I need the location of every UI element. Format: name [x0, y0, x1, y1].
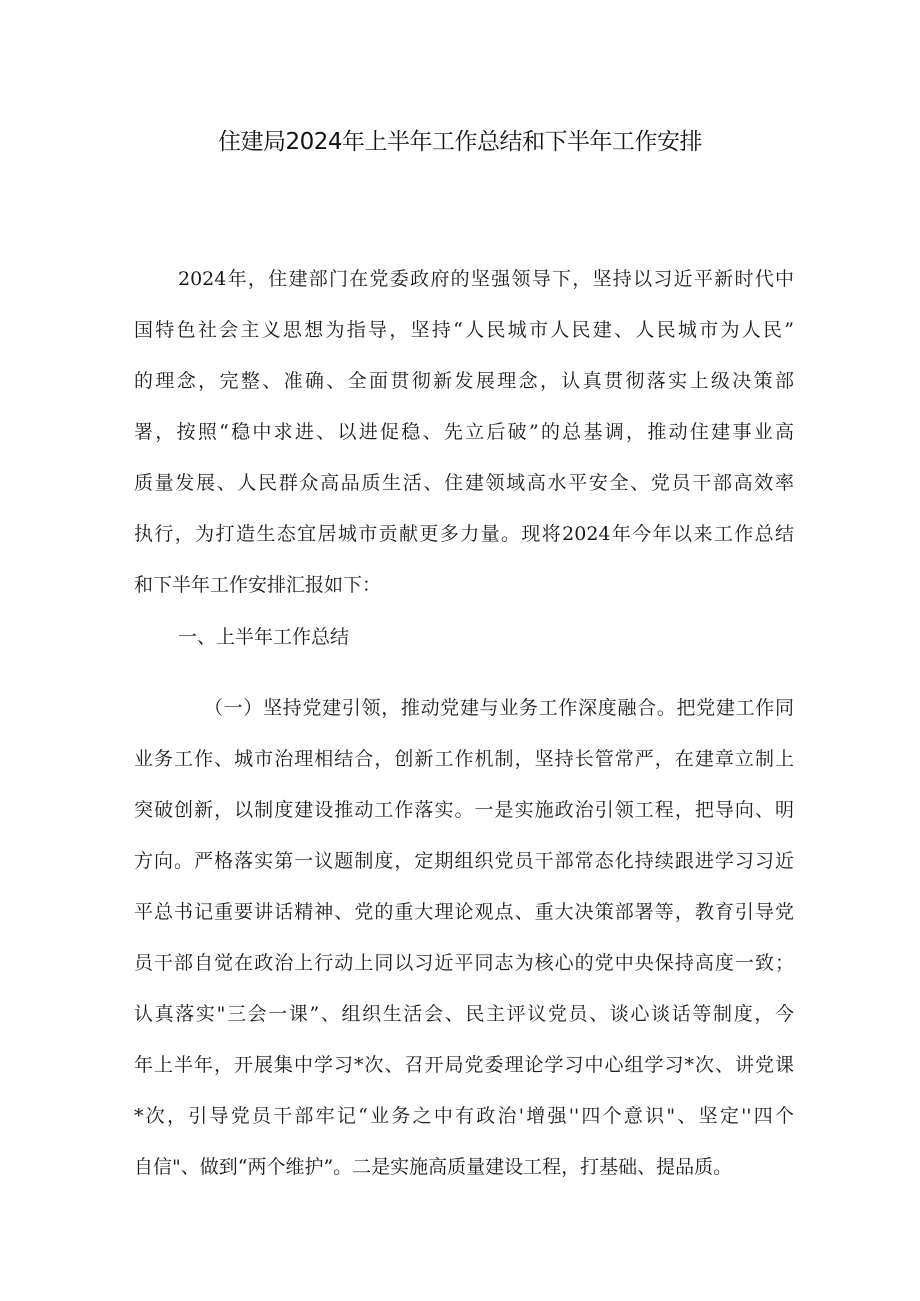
paragraph-line: 年上半年，开展集中学习*次、召开局党委理论学习中心组学习*次、讲党课 [134, 1054, 794, 1076]
paragraph-line: 方向。严格落实第一议题制度，定期组织党员干部常态化持续跟进学习习近 [134, 850, 794, 872]
paragraph-line: 自信"、做到“两个维护”。二是实施高质量建设工程，打基础、提品质。 [134, 1156, 733, 1178]
paragraph-line: 业务工作、城市治理相结合，创新工作机制，坚持长管常严，在建章立制上 [134, 748, 794, 770]
paragraph-line: 认真落实"三会一课”、组织生活会、民主评议党员、谈心谈话等制度，今 [134, 1003, 794, 1025]
section-heading-text: 一、上半年工作总结 [178, 626, 350, 648]
intro-paragraph [134, 254, 794, 611]
paragraph-line: 署，按照“稳中求进、以进促稳、先立后破”的总基调，推动住建事业高 [134, 421, 794, 443]
paragraph-line: （一）坚持党建引领，推动党建与业务工作深度融合。把党建工作同 [204, 697, 794, 719]
paragraph-line: *次，引导党员干部牢记“业务之中有政治'增强''四个意识"、坚定''四个 [134, 1105, 794, 1127]
paragraph-line: 质量发展、人民群众高品质生活、住建领域高水平安全、党员干部高效率 [134, 472, 794, 494]
paragraph-line: 和下半年工作安排汇报如下： [134, 574, 382, 596]
paragraph-line: 2024年，住建部门在党委政府的坚强领导下，坚持以习近平新时代中 [178, 268, 794, 290]
document-title: 住建局2024年上半年工作总结和下半年工作安排 [217, 129, 703, 155]
section-paragraph [134, 683, 794, 1193]
paragraph-line: 国特色社会主义思想为指导，坚持“人民城市人民建、人民城市为人民” [134, 319, 794, 341]
paragraph-line: 突破创新，以制度建设推动工作落实。一是实施政治引领工程，把导向、明 [134, 799, 794, 821]
paragraph-line: 的理念，完整、准确、全面贯彻新发展理念，认真贯彻落实上级决策部 [134, 370, 794, 392]
section-heading [134, 612, 794, 663]
paragraph-line: 平总书记重要讲话精神、党的重大理论观点、重大决策部署等，教育引导党 [134, 901, 794, 923]
paragraph-line: 执行，为打造生态宜居城市贡献更多力量。现将2024年今年以来工作总结 [134, 523, 794, 545]
paragraph-line: 员干部自觉在政治上行动上同以习近平同志为核心的党中央保持高度一致； [134, 952, 794, 974]
